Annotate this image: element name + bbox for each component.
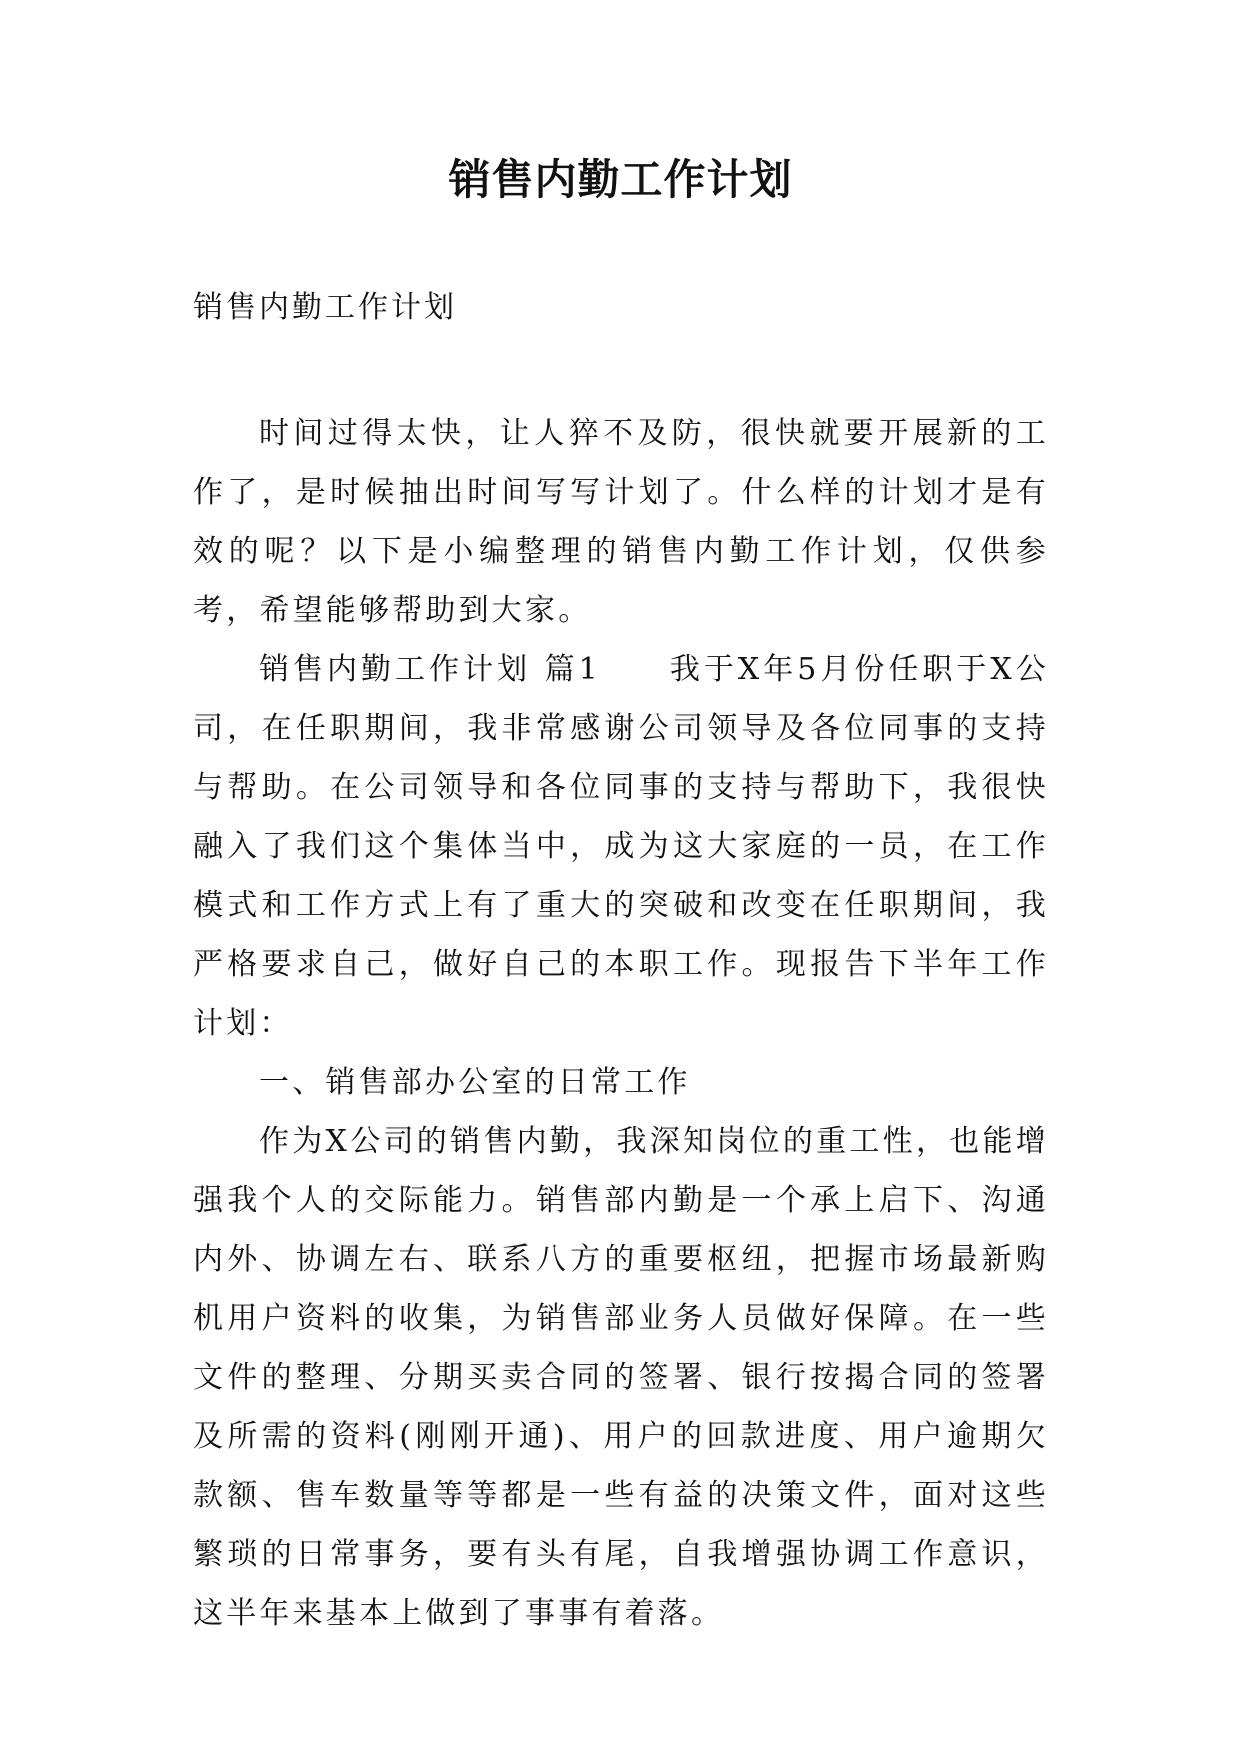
document-subtitle: 销售内勤工作计划 — [193, 290, 457, 325]
document-body — [193, 404, 1049, 1643]
paragraph-plan-1: 销售内勤工作计划 篇1 我于X年5月份任职于X公司，在任职期间，我非常感谢公司领导及各位同事的支持与帮助。在公司领导和各位同事的支持与帮助下，我很快融入了我们这个集体当中，成为这大家庭的一员，在工作模式和工作方式上有了重大的突破和改变在任职期间，我严格要求自己，做好自己的本职工作。现报告下半年工作计划： — [193, 652, 1049, 1041]
section-heading-daily-work: 一、销售部办公室的日常工作 — [259, 1065, 691, 1100]
paragraph-daily-work: 作为X公司的销售内勤，我深知岗位的重工性，也能增强我个人的交际能力。销售部内勤是一个承上启下、沟通内外、协调左右、联系八方的重要枢纽，把握市场最新购机用户资料的收集，为销售部业务人员做好保障。在一些文件的整理、分期买卖合同的签署、银行按揭合同的签署及所需的资料(刚刚开通)、用户的回款进度、用户逾期欠款额、售车数量等等都是一些有益的决策文件，面对这些繁琐的日常事务，要有头有尾，自我增强协调工作意识，这半年来基本上做到了事事有着落。 — [193, 1124, 1049, 1631]
paragraph-intro: 时间过得太快，让人猝不及防，很快就要开展新的工作了，是时候抽出时间写写计划了。什么样的计划才是有效的呢？以下是小编整理的销售内勤工作计划，仅供参考，希望能够帮助到大家。 — [193, 416, 1049, 628]
document-title: 销售内勤工作计划 — [448, 155, 793, 204]
